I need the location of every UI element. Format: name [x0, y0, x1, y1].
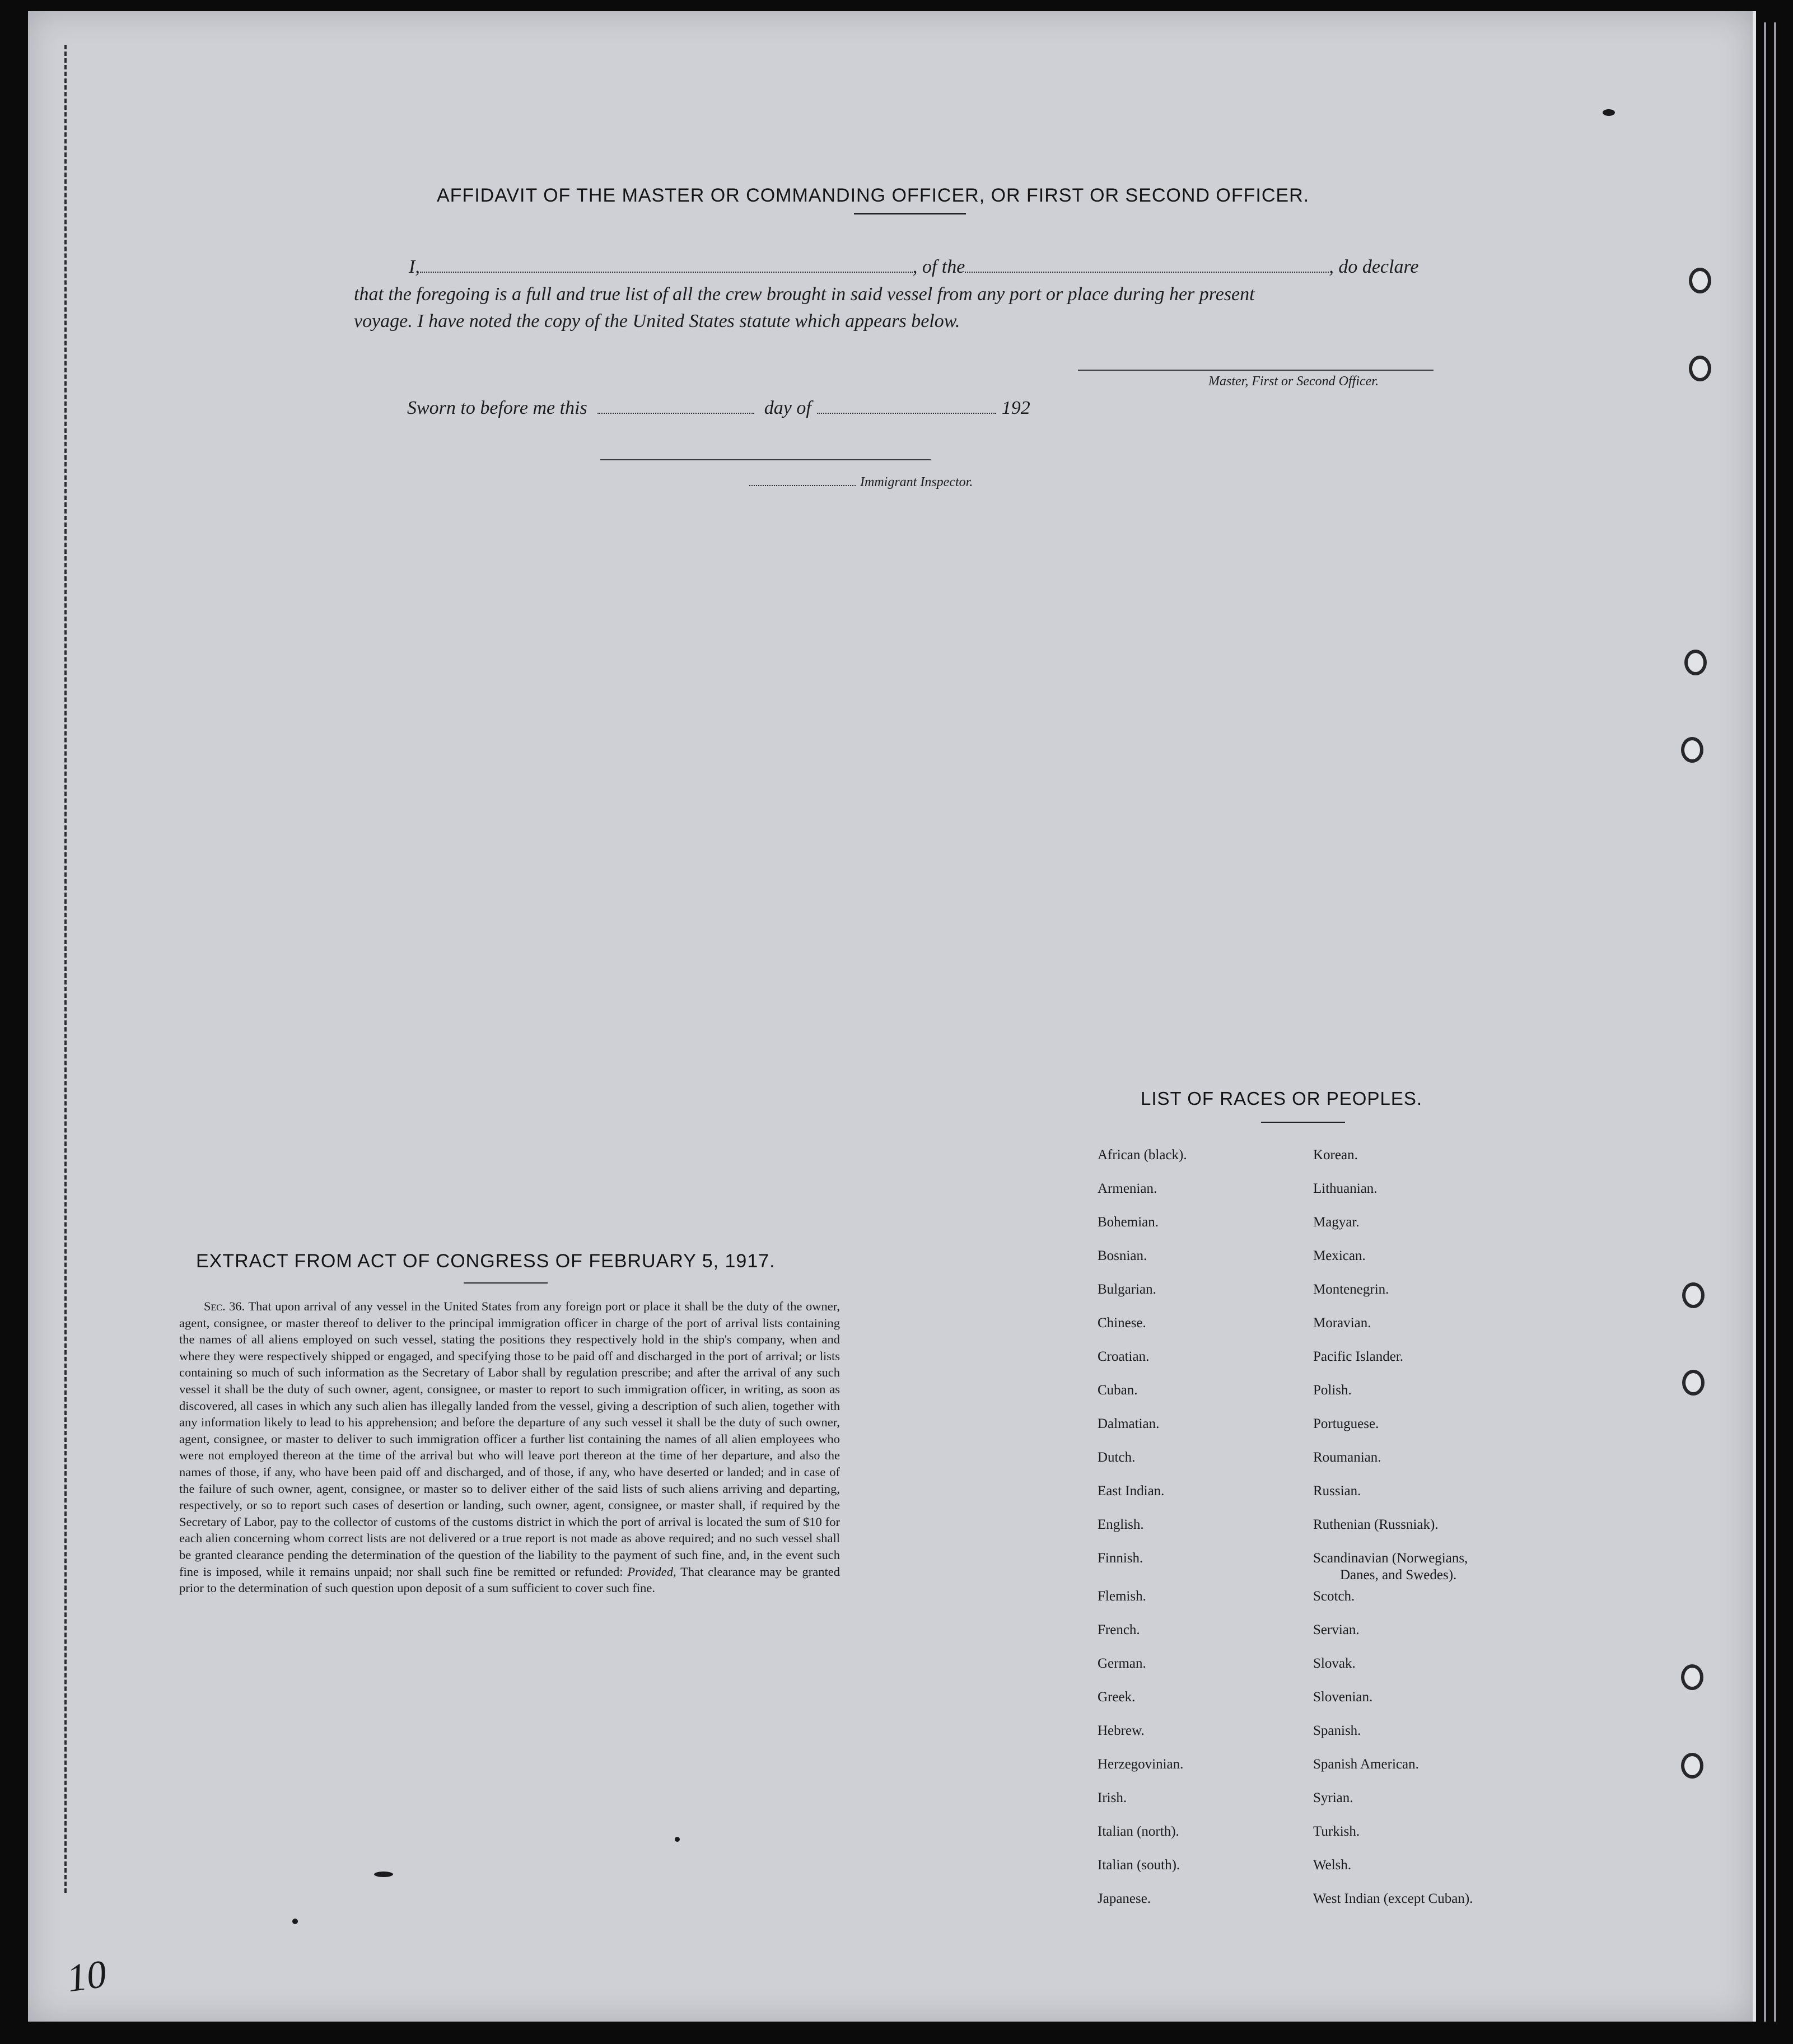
race-item: Moravian.	[1313, 1315, 1371, 1331]
perforated-margin	[64, 45, 67, 1893]
affidavit-line-2: that the foregoing is a full and true list of all the crew brought in said vessel from any port or place during her present	[354, 284, 1255, 305]
inspector-caption: Immigrant Inspector.	[860, 475, 973, 489]
sworn-month-blank[interactable]	[817, 399, 996, 414]
race-item: Montenegrin.	[1313, 1282, 1389, 1297]
race-item: Bosnian.	[1098, 1248, 1147, 1263]
margin-handwritten-note: 10	[64, 1952, 109, 2001]
inspector-caption-row	[749, 475, 973, 490]
binder-hole	[1681, 1753, 1703, 1779]
race-item: Japanese.	[1098, 1891, 1151, 1906]
declarant-prefix: I,	[409, 256, 420, 277]
vessel-name-blank[interactable]	[965, 258, 1329, 273]
race-item: West Indian (except Cuban).	[1313, 1891, 1473, 1906]
binder-hole	[1689, 356, 1711, 381]
race-item: Armenian.	[1098, 1181, 1157, 1196]
affidavit-line-1	[409, 256, 1419, 278]
title-rule	[854, 213, 966, 214]
extract-text-2: That clearance may be granted prior to the determination of such question upon deposit of a sum sufficient to cover such fine.	[179, 1564, 841, 1595]
binder-hole	[1684, 650, 1707, 675]
race-item: Dalmatian.	[1098, 1416, 1160, 1431]
race-item: African (black).	[1098, 1147, 1187, 1163]
race-item: Chinese.	[1098, 1315, 1146, 1331]
race-item: Italian (south).	[1098, 1858, 1180, 1873]
race-item: Korean.	[1313, 1147, 1358, 1163]
ink-smudge	[292, 1919, 298, 1924]
race-item: Croatian.	[1098, 1349, 1150, 1364]
extract-title: EXTRACT FROM ACT OF CONGRESS OF FEBRUARY 5, 1917.	[196, 1250, 776, 1272]
race-item: Dutch.	[1098, 1450, 1136, 1465]
binder-hole	[1682, 1370, 1705, 1396]
race-item: Mexican.	[1313, 1248, 1366, 1263]
race-item: Scandinavian (Norwegians,	[1313, 1551, 1468, 1566]
race-item: Flemish.	[1098, 1589, 1146, 1604]
races-title: LIST OF RACES OR PEOPLES.	[1141, 1088, 1423, 1109]
extract-text-1: That upon arrival of any vessel in the United States from any foreign port or place it shall be the duty of the owner, agent, consignee, or master thereof to deliver to the principal immigration officer in charge of the port of arrival lists containing the names of all aliens employed on such vessel, stating the positions they respectively hold in the ship's company, when and where they were respectively shipped or engaged, and specifying those to be paid off and discharged in the port of arrival; or lists containing so much of such information as the Secretary of Labor shall by regulation prescribe; and after the arrival of any such vessel it shall be the duty of such owner, agent, consignee, or master to report to such immigration officer, in writing, as soon as discovered, all cases in which any such alien has illegally landed from the vessel, giving a description of such alien, together with any information likely to lead to his apprehension; and before the departure of any such vessel it shall be the duty of such owner, agent, consignee, or master to deliver to such immigration officer a further list containing the names of all alien employees who were not employed thereon at the time of the arrival but who will leave port thereon at the time of her departure, and also the names of those, if any, who have been paid off and discharged, and of those, if any, who have deserted or landed; and in case of the failure of such owner, agent, consignee, or master so to deliver either of the said lists of such aliens arriving and departing, respectively, or so to report such cases of desertion or landing, such owner, agent, consignee, or master shall, if required by the Secretary of Labor, pay to the collector of customs of the customs district in which the port of arrival is located the sum of $10 for each alien concerning whom correct lists are not delivered or a true report is not made as above required; and no such vessel shall be granted clearance pending the determination of the question of the liability to the payment of such fine, and, in the event such fine is imposed, while it remains unpaid; nor shall such fine be remitted or refunded:	[179, 1299, 840, 1579]
section-number: Sec. 36.	[204, 1299, 245, 1313]
race-item: Portuguese.	[1313, 1416, 1379, 1431]
race-item: Slovenian.	[1313, 1690, 1373, 1705]
master-signature-caption: Master, First or Second Officer.	[1208, 374, 1379, 389]
race-item: Lithuanian.	[1313, 1181, 1378, 1196]
race-item: Cuban.	[1098, 1383, 1138, 1398]
race-item: Greek.	[1098, 1690, 1136, 1705]
declare-text: , do declare	[1329, 256, 1419, 277]
binder-hole	[1681, 737, 1703, 763]
binder-hole	[1681, 1664, 1703, 1690]
sworn-year: 192	[1001, 398, 1030, 418]
extract-title-rule	[464, 1282, 548, 1284]
race-item: Slovak.	[1313, 1656, 1356, 1671]
race-item: Hebrew.	[1098, 1723, 1145, 1738]
race-item: French.	[1098, 1622, 1140, 1637]
master-signature-line[interactable]	[1078, 370, 1434, 371]
race-item: Scotch.	[1313, 1589, 1355, 1604]
race-item: Bulgarian.	[1098, 1282, 1156, 1297]
binder-hole	[1682, 1282, 1705, 1308]
race-item: Pacific Islander.	[1313, 1349, 1404, 1364]
ink-smudge	[675, 1837, 680, 1842]
race-item: Irish.	[1098, 1790, 1127, 1805]
inspector-name-blank[interactable]	[749, 476, 856, 486]
race-item: Herzegovinian.	[1098, 1757, 1184, 1772]
race-item: Ruthenian (Russniak).	[1313, 1517, 1439, 1532]
race-item: Magyar.	[1313, 1215, 1360, 1230]
sworn-line	[407, 398, 1030, 419]
ink-smudge	[1603, 109, 1615, 116]
race-item: Turkish.	[1313, 1824, 1360, 1839]
race-item: East Indian.	[1098, 1483, 1165, 1499]
races-title-rule	[1261, 1122, 1345, 1123]
race-item: Finnish.	[1098, 1551, 1143, 1566]
race-item: Russian.	[1313, 1483, 1361, 1499]
race-item: Spanish American.	[1313, 1757, 1419, 1772]
page-edge	[1764, 22, 1766, 2022]
race-item: Welsh.	[1313, 1858, 1352, 1873]
binder-hole	[1689, 268, 1711, 293]
race-item: Polish.	[1313, 1383, 1352, 1398]
ink-smudge	[374, 1872, 393, 1877]
master-name-blank[interactable]	[420, 258, 913, 273]
race-item: Servian.	[1313, 1622, 1360, 1637]
extract-body	[179, 1298, 840, 1597]
page-edge	[1774, 22, 1776, 2022]
affidavit-title: AFFIDAVIT OF THE MASTER OR COMMANDING OFFICER, OR FIRST OR SECOND OFFICER.	[437, 185, 1310, 206]
race-item: Syrian.	[1313, 1790, 1353, 1805]
affidavit-line-3: voyage. I have noted the copy of the United States statute which appears below.	[354, 311, 960, 332]
of-the-text: , of the	[912, 256, 965, 277]
race-item: German.	[1098, 1656, 1146, 1671]
race-item: Italian (north).	[1098, 1824, 1179, 1839]
provided-word: Provided,	[627, 1564, 676, 1579]
race-item: Roumanian.	[1313, 1450, 1381, 1465]
sworn-day-of: day of	[764, 398, 811, 418]
sworn-prefix: Sworn to before me this	[407, 398, 587, 418]
race-item: English.	[1098, 1517, 1144, 1532]
sworn-day-blank[interactable]	[597, 399, 754, 414]
inspector-signature-line[interactable]	[600, 459, 931, 460]
race-item: Spanish.	[1313, 1723, 1361, 1738]
race-item-continuation: Danes, and Swedes).	[1340, 1567, 1457, 1583]
race-item: Bohemian.	[1098, 1215, 1159, 1230]
